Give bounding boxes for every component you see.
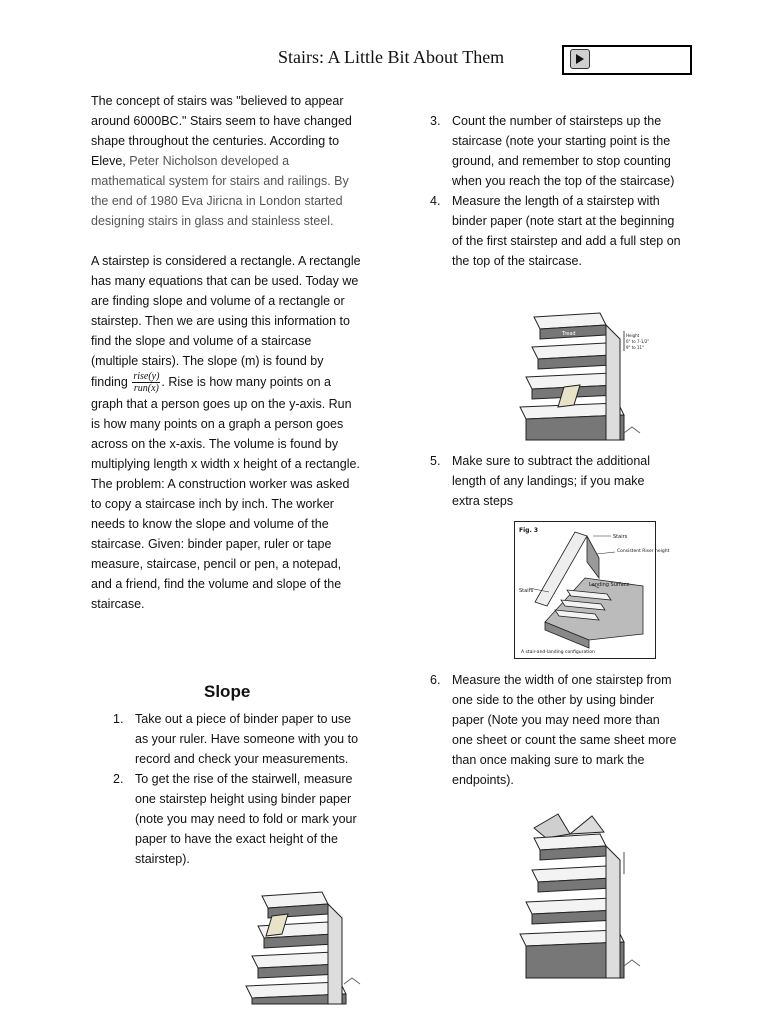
- list-item: 3. Count the number of stairsteps up the staircase (note your starting point is the ground, and remember to stop counting when you reach the top of the staircase): [430, 114, 675, 188]
- staircase-figure-left: [242, 886, 360, 1004]
- video-embed[interactable]: [562, 45, 692, 75]
- landing-label-riser: Consistent Riser height: [617, 549, 670, 554]
- steps-list-right-middle: [430, 451, 662, 511]
- riser-label: Riser: [562, 319, 575, 325]
- list-item: 1. Take out a piece of binder paper to use as your ruler. Have someone with you to record and check your measurements.: [113, 712, 359, 766]
- staircase-paper-figure: [512, 812, 642, 978]
- intro-text: [91, 91, 361, 614]
- steps-list-right-top: [430, 111, 682, 271]
- list-item: 6. Measure the width of one stairstep from one side to the other by using binder paper (Note you may need more than one sheet or count the same sheet more than once making sure to mark the endpoints).: [430, 673, 677, 787]
- landing-label-stairs-top: Stairs: [613, 534, 628, 540]
- intro-paragraph-rectangle: A stairstep is considered a rectangle. A rectangle has many equations that can be used. Today we are finding slope and volume of a rectangle or stairstep. Then we are using this information to find the slope and volume of a staircase (multiple stairs). The slope (m) is found by finding $\frac{\text{rise(y)}}{\text{run(x)}}$ . Rise is how many points on a graph that a person goes up on the y-axis. Run is how many points on a graph a person goes across on the x-axis. The volume is found by multiplying length x width x height of a rectangle.: [91, 254, 361, 471]
- landing-label-stairs-bottom: Stairs: [519, 588, 534, 594]
- steps-list-left: [113, 709, 363, 869]
- intro-paragraph-history: The concept of stairs was "believed to appear around 6000BC." Stairs seem to have changed shape throughout the centuries. According to Eleve, Peter Nicholson developed a mathematical system for stairs and railings. By the end of 1980 Eva Jiricna in London started designing stairs in glass and stainless steel.: [91, 94, 352, 228]
- list-item: 5. Make sure to subtract the additional length of any landings; if you make extra steps: [430, 454, 651, 508]
- list-item: 2. To get the rise of the stairwell, measure one stairstep height using binder paper (note you may need to fold or mark your paper to have the exact height of the stairstep).: [113, 772, 357, 866]
- intro-paragraph-problem: The problem: A construction worker was asked to copy a staircase inch by inch. The worker needs to know the slope and volume of the staircase. Given: binder paper, ruler or tape measure, staircase, pencil or pen, a notepad, and a friend, find the volume and slope of the staircase.: [91, 477, 350, 611]
- section-heading-slope: Slope: [204, 682, 251, 701]
- tread-range-label: 9" to 11": [626, 345, 644, 350]
- landing-caption: A stair-and-landing configuration: [521, 650, 595, 655]
- steps-list-right-bottom: [430, 670, 682, 790]
- landing-figure: [514, 521, 670, 659]
- riser-range-label: 6" to 7-1/2": [626, 339, 650, 344]
- staircase-figure: [512, 305, 650, 440]
- height-dimension-label: Height: [626, 333, 640, 338]
- slope-fraction: $\frac{\text{rise(y)}}{\text{run(x)}}$: [133, 371, 160, 394]
- tread-label: Tread: [562, 331, 576, 337]
- list-item: 4. Measure the length of a stairstep with binder paper (note start at the beginning of the first stairstep and add a full step on the top of the staircase.: [430, 194, 681, 268]
- play-icon[interactable]: [570, 49, 590, 69]
- landing-label-landing: Landing Surface: [589, 582, 630, 588]
- landing-fig-label: Fig. 3: [519, 527, 538, 534]
- page-title: Stairs: A Little Bit About Them: [278, 47, 505, 67]
